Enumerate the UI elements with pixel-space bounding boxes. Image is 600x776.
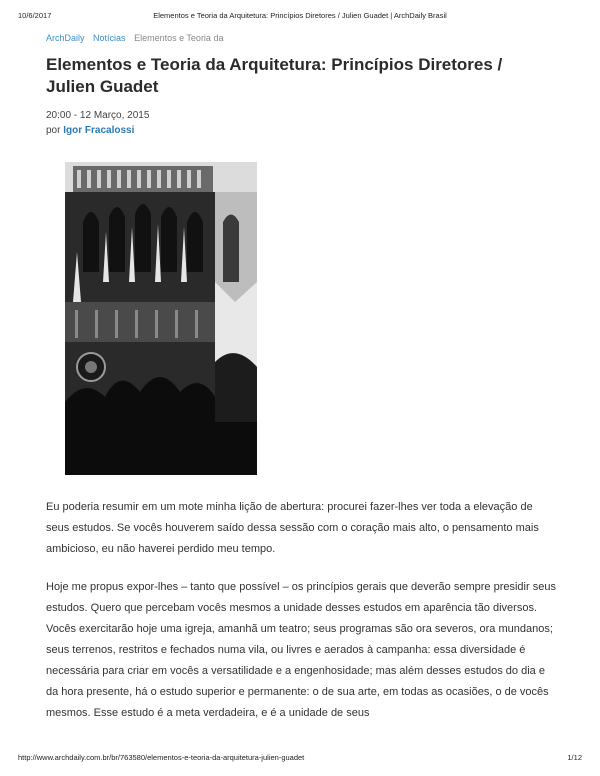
article-body — [46, 497, 556, 741]
print-date: 10/6/2017 — [18, 11, 52, 20]
cathedral-photo — [65, 162, 257, 475]
print-header — [18, 11, 582, 23]
author-link[interactable]: Igor Fracalossi — [63, 125, 135, 136]
print-footer — [18, 753, 582, 765]
print-page-count: 1/12 — [567, 753, 582, 762]
article-meta — [46, 108, 149, 138]
print-url: http://www.archdaily.com.br/br/763580/elementos-e-teoria-da-arquitetura-julien-guadet — [18, 753, 305, 762]
breadcrumb-noticias[interactable]: Notícias — [93, 33, 126, 43]
article-title: Elementos e Teoria da Arquitetura: Princípios Diretores / Julien Guadet — [46, 55, 503, 96]
breadcrumb-current: Elementos e Teoria da — [134, 33, 224, 43]
print-page-title: Elementos e Teoria da Arquitetura: Princípios Diretores / Julien Guadet | ArchDaily Brasil — [153, 11, 447, 20]
breadcrumb-archdaily[interactable]: ArchDaily — [46, 33, 85, 43]
article-date: 20:00 - 12 Março, 2015 — [46, 110, 150, 121]
byline-label: por — [46, 125, 61, 136]
article-paragraph-1: Eu poderia resumir em um mote minha lição de abertura: procurei fazer-lhes ver toda a elevação de seus estudos. Se vocês houverem saído dessa sessão com o coração mais alto, o pensamento mais ambicioso, eu não haverei perdido meu tempo. — [46, 501, 539, 555]
article-paragraph-2: Hoje me propus expor-lhes – tanto que possível – os princípios gerais que deverão sempre presidir seus estudos. Quero que percebam vocês mesmos a unidade desses estudos em aparência tão diversos. Vocês exercitarão hoje uma igreja, amanhã um teatro; seus programas são ora severos, ora mundanos; seus terrenos, restritos e fechados numa vila, ou livres e aerados à campanha: essa diversidade é necessária para criar em vocês a versatilidade e a engenhosidade; mas além desses estudos do dia e da hora presente, há o estudo superior e permanente: o de sua arte, em todas as ocasiões, o de vocês mesmos. Esse estudo é a meta verdadeira, e é a unidade de seus — [46, 581, 556, 719]
byline — [46, 123, 149, 138]
breadcrumb — [46, 33, 223, 43]
